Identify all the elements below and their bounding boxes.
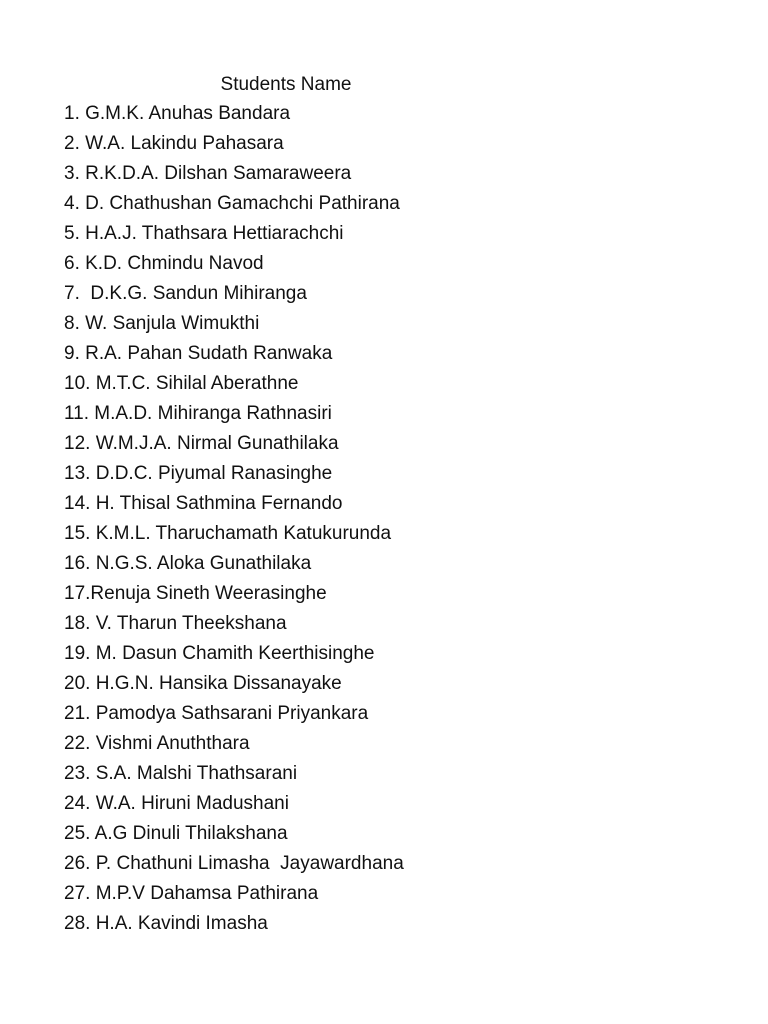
- list-item: 17.Renuja Sineth Weerasinghe: [64, 583, 327, 604]
- list-item: 26. P. Chathuni Limasha Jayawardhana: [64, 853, 404, 874]
- list-item: 20. H.G.N. Hansika Dissanayake: [64, 673, 342, 694]
- list-item: 13. D.D.C. Piyumal Ranasinghe: [64, 463, 333, 484]
- list-item: 12. W.M.J.A. Nirmal Gunathilaka: [64, 433, 339, 454]
- list-item: 5. H.A.J. Thathsara Hettiarachchi: [64, 223, 344, 244]
- list-item: 27. M.P.V Dahamsa Pathirana: [64, 883, 319, 904]
- list-item: 22. Vishmi Anuththara: [64, 733, 250, 754]
- list-item: 3. R.K.D.A. Dilshan Samaraweera: [64, 163, 352, 184]
- list-item: 1. G.M.K. Anuhas Bandara: [64, 103, 291, 124]
- list-item: 25. A.G Dinuli Thilakshana: [64, 823, 288, 844]
- list-item: 24. W.A. Hiruni Madushani: [64, 793, 289, 814]
- list-item: 4. D. Chathushan Gamachchi Pathirana: [64, 193, 400, 214]
- list-item: 19. M. Dasun Chamith Keerthisinghe: [64, 643, 375, 664]
- list-item: 10. M.T.C. Sihilal Aberathne: [64, 373, 299, 394]
- list-item: 9. R.A. Pahan Sudath Ranwaka: [64, 343, 333, 364]
- list-item: 7. D.K.G. Sandun Mihiranga: [64, 283, 307, 304]
- list-item: 21. Pamodya Sathsarani Priyankara: [64, 703, 369, 724]
- list-item: 16. N.G.S. Aloka Gunathilaka: [64, 553, 312, 574]
- list-item: 6. K.D. Chmindu Navod: [64, 253, 264, 274]
- list-item: 14. H. Thisal Sathmina Fernando: [64, 493, 343, 514]
- list-item: 23. S.A. Malshi Thathsarani: [64, 763, 298, 784]
- list-item: 11. M.A.D. Mihiranga Rathnasiri: [64, 403, 332, 424]
- list-item: 15. K.M.L. Tharuchamath Katukurunda: [64, 523, 392, 544]
- student-name-list: [64, 101, 404, 941]
- page-title: Students Name: [220, 74, 352, 95]
- list-item: 8. W. Sanjula Wimukthi: [64, 313, 260, 334]
- list-item: 28. H.A. Kavindi Imasha: [64, 913, 268, 934]
- list-item: 18. V. Tharun Theekshana: [64, 613, 287, 634]
- list-item: 2. W.A. Lakindu Pahasara: [64, 133, 284, 154]
